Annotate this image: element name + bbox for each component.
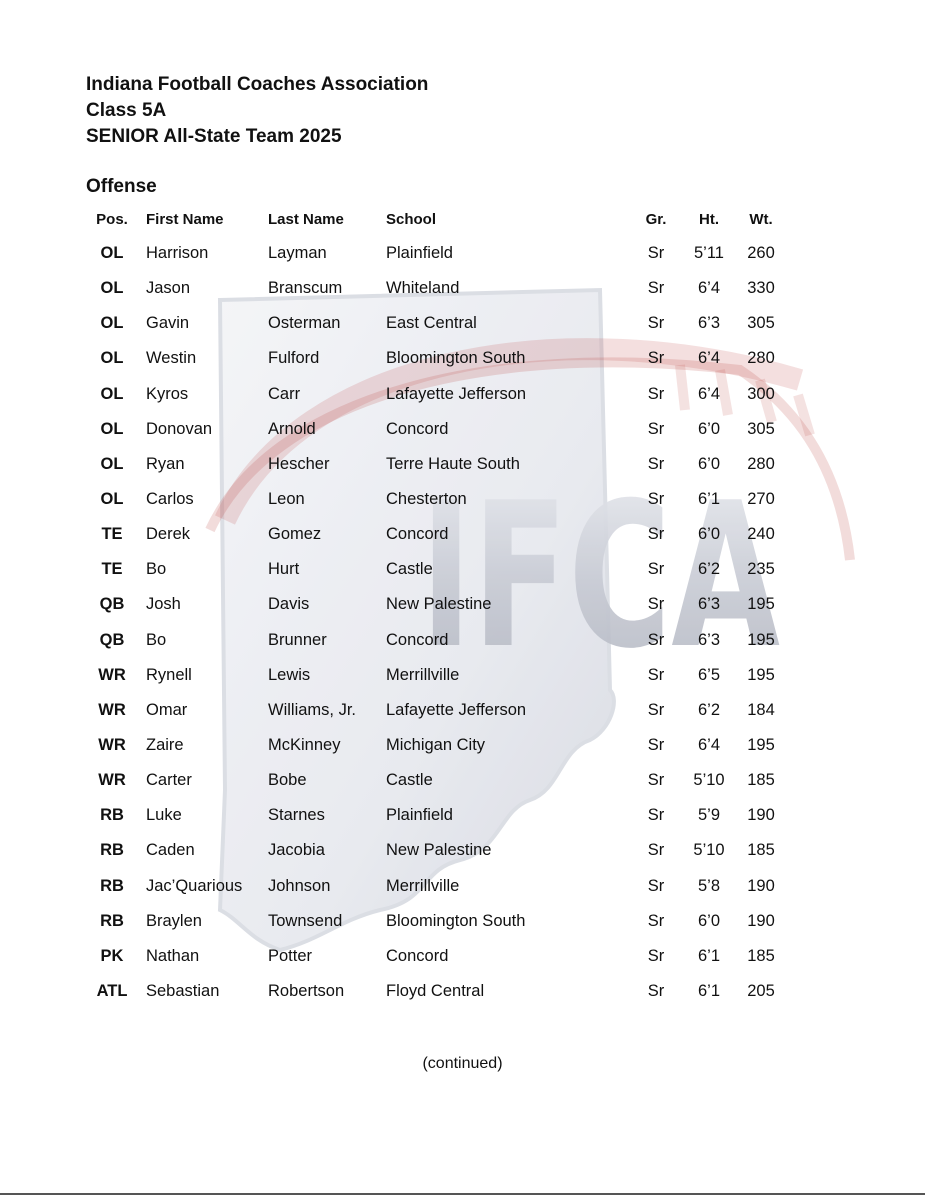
player-first-name: Jason: [146, 279, 191, 298]
player-first-name: Zaire: [146, 735, 184, 754]
team-title: SENIOR All-State Team 2025: [86, 126, 342, 147]
player-last-name: Townsend: [268, 911, 343, 930]
player-weight: 195: [747, 630, 775, 649]
player-grade: Sr: [647, 841, 665, 860]
table-header-row: [0, 209, 925, 232]
player-height: 6’3: [697, 595, 721, 614]
table-row: [0, 839, 925, 874]
player-position: TE: [101, 525, 123, 544]
table-row: [0, 945, 925, 980]
player-grade: Sr: [647, 630, 665, 649]
player-height: 6’2: [697, 700, 721, 719]
player-height: 6’1: [697, 981, 721, 1000]
player-weight: 260: [747, 244, 775, 262]
player-last-name: Brunner: [268, 630, 327, 649]
player-first-name: Luke: [146, 806, 182, 825]
player-last-name: Osterman: [268, 314, 341, 333]
table-row: [0, 875, 925, 910]
table-row: [0, 629, 925, 664]
player-school: Bloomington South: [386, 349, 526, 368]
table-row: [0, 312, 925, 347]
player-height: 6’0: [697, 419, 721, 438]
player-weight: 190: [747, 911, 775, 930]
player-school: Castle: [386, 560, 433, 579]
player-school: Bloomington South: [386, 911, 526, 930]
player-weight: 235: [747, 560, 775, 579]
player-position: TE: [101, 560, 123, 579]
player-grade: Sr: [647, 279, 665, 298]
player-weight: 280: [747, 349, 775, 368]
player-weight: 280: [747, 454, 775, 473]
player-first-name: Omar: [146, 700, 188, 719]
ifca-watermark-text: IFCA: [420, 460, 780, 693]
player-school: Chesterton: [386, 489, 467, 508]
player-position: OL: [100, 244, 124, 262]
player-school: Floyd Central: [386, 981, 485, 1000]
player-weight: 184: [747, 700, 775, 719]
player-school: Concord: [386, 419, 449, 438]
player-position: WR: [98, 665, 126, 684]
player-last-name: Fulford: [268, 349, 320, 368]
table-row: [0, 558, 925, 593]
player-grade: Sr: [647, 244, 665, 262]
player-first-name: Derek: [146, 525, 191, 544]
player-first-name: Gavin: [146, 314, 190, 333]
player-position: OL: [100, 384, 124, 403]
player-last-name: Gomez: [268, 525, 322, 544]
column-header-weight: Wt.: [749, 211, 773, 228]
player-school: Whiteland: [386, 279, 460, 298]
table-row: [0, 699, 925, 734]
player-school: Lafayette Jefferson: [386, 384, 527, 403]
player-last-name: Potter: [268, 946, 313, 965]
player-position: OL: [100, 454, 124, 473]
player-position: WR: [98, 700, 126, 719]
player-grade: Sr: [647, 560, 665, 579]
player-weight: 195: [747, 595, 775, 614]
player-position: QB: [99, 595, 125, 614]
player-first-name: Rynell: [146, 665, 192, 684]
player-grade: Sr: [647, 876, 665, 895]
player-height: 5’8: [697, 876, 721, 895]
player-height: 6’4: [697, 279, 721, 298]
class-title: Class 5A: [86, 100, 167, 121]
column-header-school: School: [386, 211, 437, 228]
association-title: Indiana Football Coaches Association: [86, 74, 429, 95]
player-grade: Sr: [647, 806, 665, 825]
player-first-name: Harrison: [146, 244, 209, 262]
player-first-name: Westin: [146, 349, 197, 368]
offense-roster-table: [0, 209, 925, 1015]
player-height: 5’9: [697, 806, 721, 825]
player-school: New Palestine: [386, 841, 492, 860]
player-grade: Sr: [647, 946, 665, 965]
player-first-name: Bo: [146, 560, 167, 579]
player-last-name: Jacobia: [268, 841, 325, 860]
player-first-name: Josh: [146, 595, 181, 614]
player-first-name: Carter: [146, 771, 192, 790]
page-bottom-edge: [0, 1193, 925, 1195]
player-school: Plainfield: [386, 244, 453, 262]
player-grade: Sr: [647, 595, 665, 614]
table-row: [0, 488, 925, 523]
player-grade: Sr: [647, 314, 665, 333]
player-first-name: Bo: [146, 630, 167, 649]
player-grade: Sr: [647, 489, 665, 508]
player-weight: 195: [747, 735, 775, 754]
player-height: 6’4: [697, 735, 721, 754]
player-last-name: Bobe: [268, 771, 307, 790]
player-position: WR: [98, 771, 126, 790]
player-grade: Sr: [647, 384, 665, 403]
player-last-name: McKinney: [268, 735, 341, 754]
player-grade: Sr: [647, 911, 665, 930]
player-last-name: Layman: [268, 244, 327, 262]
table-row: [0, 242, 925, 277]
player-height: 6’0: [697, 454, 721, 473]
player-position: RB: [100, 806, 124, 825]
column-header-height: Ht.: [699, 211, 719, 228]
table-row: [0, 277, 925, 312]
player-last-name: Williams, Jr.: [268, 700, 356, 719]
player-weight: 185: [747, 841, 775, 860]
player-height: 6’5: [697, 665, 721, 684]
player-position: RB: [100, 876, 124, 895]
player-weight: 270: [747, 489, 775, 508]
player-first-name: Ryan: [146, 454, 185, 473]
player-height: 6’4: [697, 384, 721, 403]
player-weight: 205: [747, 981, 775, 1000]
player-grade: Sr: [647, 771, 665, 790]
player-last-name: Hurt: [268, 560, 300, 579]
player-weight: 195: [747, 665, 775, 684]
table-row: [0, 418, 925, 453]
player-position: QB: [99, 630, 125, 649]
player-position: RB: [100, 841, 124, 860]
player-height: 6’0: [697, 911, 721, 930]
column-header-first-name: First Name: [146, 211, 224, 228]
player-height: 6’1: [697, 946, 721, 965]
player-first-name: Sebastian: [146, 981, 220, 1000]
player-school: Castle: [386, 771, 433, 790]
column-header-pos: Pos.: [96, 211, 128, 228]
table-row: [0, 734, 925, 769]
player-school: Terre Haute South: [386, 454, 520, 473]
player-rows: [0, 242, 925, 1015]
player-last-name: Carr: [268, 384, 301, 403]
player-school: East Central: [386, 314, 477, 333]
player-grade: Sr: [647, 981, 665, 1000]
player-position: OL: [100, 279, 124, 298]
player-first-name: Caden: [146, 841, 195, 860]
player-first-name: Donovan: [146, 419, 213, 438]
player-height: 6’1: [697, 489, 721, 508]
document-header: [86, 72, 428, 150]
player-last-name: Johnson: [268, 876, 331, 895]
table-row: [0, 593, 925, 628]
player-position: ATL: [96, 981, 128, 1000]
player-last-name: Davis: [268, 595, 310, 614]
player-school: Merrillville: [386, 665, 460, 684]
player-grade: Sr: [647, 525, 665, 544]
table-row: [0, 347, 925, 382]
table-row: [0, 383, 925, 418]
player-weight: 300: [747, 384, 775, 403]
player-school: Merrillville: [386, 876, 460, 895]
player-position: OL: [100, 314, 124, 333]
player-grade: Sr: [647, 665, 665, 684]
player-weight: 190: [747, 806, 775, 825]
player-height: 5’11: [694, 244, 724, 262]
player-height: 6’3: [697, 314, 721, 333]
player-first-name: Braylen: [146, 911, 202, 930]
player-school: Michigan City: [386, 735, 486, 754]
player-weight: 330: [747, 279, 775, 298]
player-last-name: Robertson: [268, 981, 345, 1000]
player-height: 6’0: [697, 525, 721, 544]
player-first-name: Kyros: [146, 384, 189, 403]
player-school: Lafayette Jefferson: [386, 700, 527, 719]
player-grade: Sr: [647, 700, 665, 719]
player-weight: 185: [747, 771, 775, 790]
player-first-name: Carlos: [146, 489, 194, 508]
player-last-name: Arnold: [268, 419, 316, 438]
player-first-name: Jac’Quarious: [146, 876, 243, 895]
player-height: 5’10: [693, 841, 725, 860]
player-height: 6’2: [697, 560, 721, 579]
player-first-name: Nathan: [146, 946, 200, 965]
player-height: 6’4: [697, 349, 721, 368]
table-row: [0, 453, 925, 488]
player-position: OL: [100, 489, 124, 508]
table-row: [0, 664, 925, 699]
player-weight: 185: [747, 946, 775, 965]
player-grade: Sr: [647, 735, 665, 754]
column-header-last-name: Last Name: [268, 211, 344, 228]
player-weight: 305: [747, 314, 775, 333]
table-row: [0, 523, 925, 558]
player-position: OL: [100, 349, 124, 368]
offense-section-title: Offense: [86, 176, 157, 197]
table-row: [0, 980, 925, 1015]
column-header-grade: Gr.: [645, 211, 667, 228]
player-last-name: Leon: [268, 489, 305, 508]
table-row: [0, 769, 925, 804]
player-position: OL: [100, 419, 124, 438]
player-weight: 190: [747, 876, 775, 895]
continued-note: (continued): [422, 1055, 503, 1072]
player-last-name: Starnes: [268, 806, 325, 825]
player-height: 6’3: [697, 630, 721, 649]
player-grade: Sr: [647, 349, 665, 368]
player-school: Concord: [386, 946, 449, 965]
player-position: RB: [100, 911, 124, 930]
player-school: Concord: [386, 630, 449, 649]
player-last-name: Hescher: [268, 454, 330, 473]
table-row: [0, 910, 925, 945]
player-weight: 305: [747, 419, 775, 438]
player-position: WR: [98, 735, 126, 754]
player-last-name: Lewis: [268, 665, 311, 684]
player-last-name: Branscum: [268, 279, 343, 298]
player-position: PK: [100, 946, 124, 965]
player-weight: 240: [747, 525, 775, 544]
table-row: [0, 804, 925, 839]
player-grade: Sr: [647, 454, 665, 473]
player-school: New Palestine: [386, 595, 492, 614]
player-grade: Sr: [647, 419, 665, 438]
player-school: Plainfield: [386, 806, 453, 825]
player-height: 5’10: [693, 771, 725, 790]
player-school: Concord: [386, 525, 449, 544]
